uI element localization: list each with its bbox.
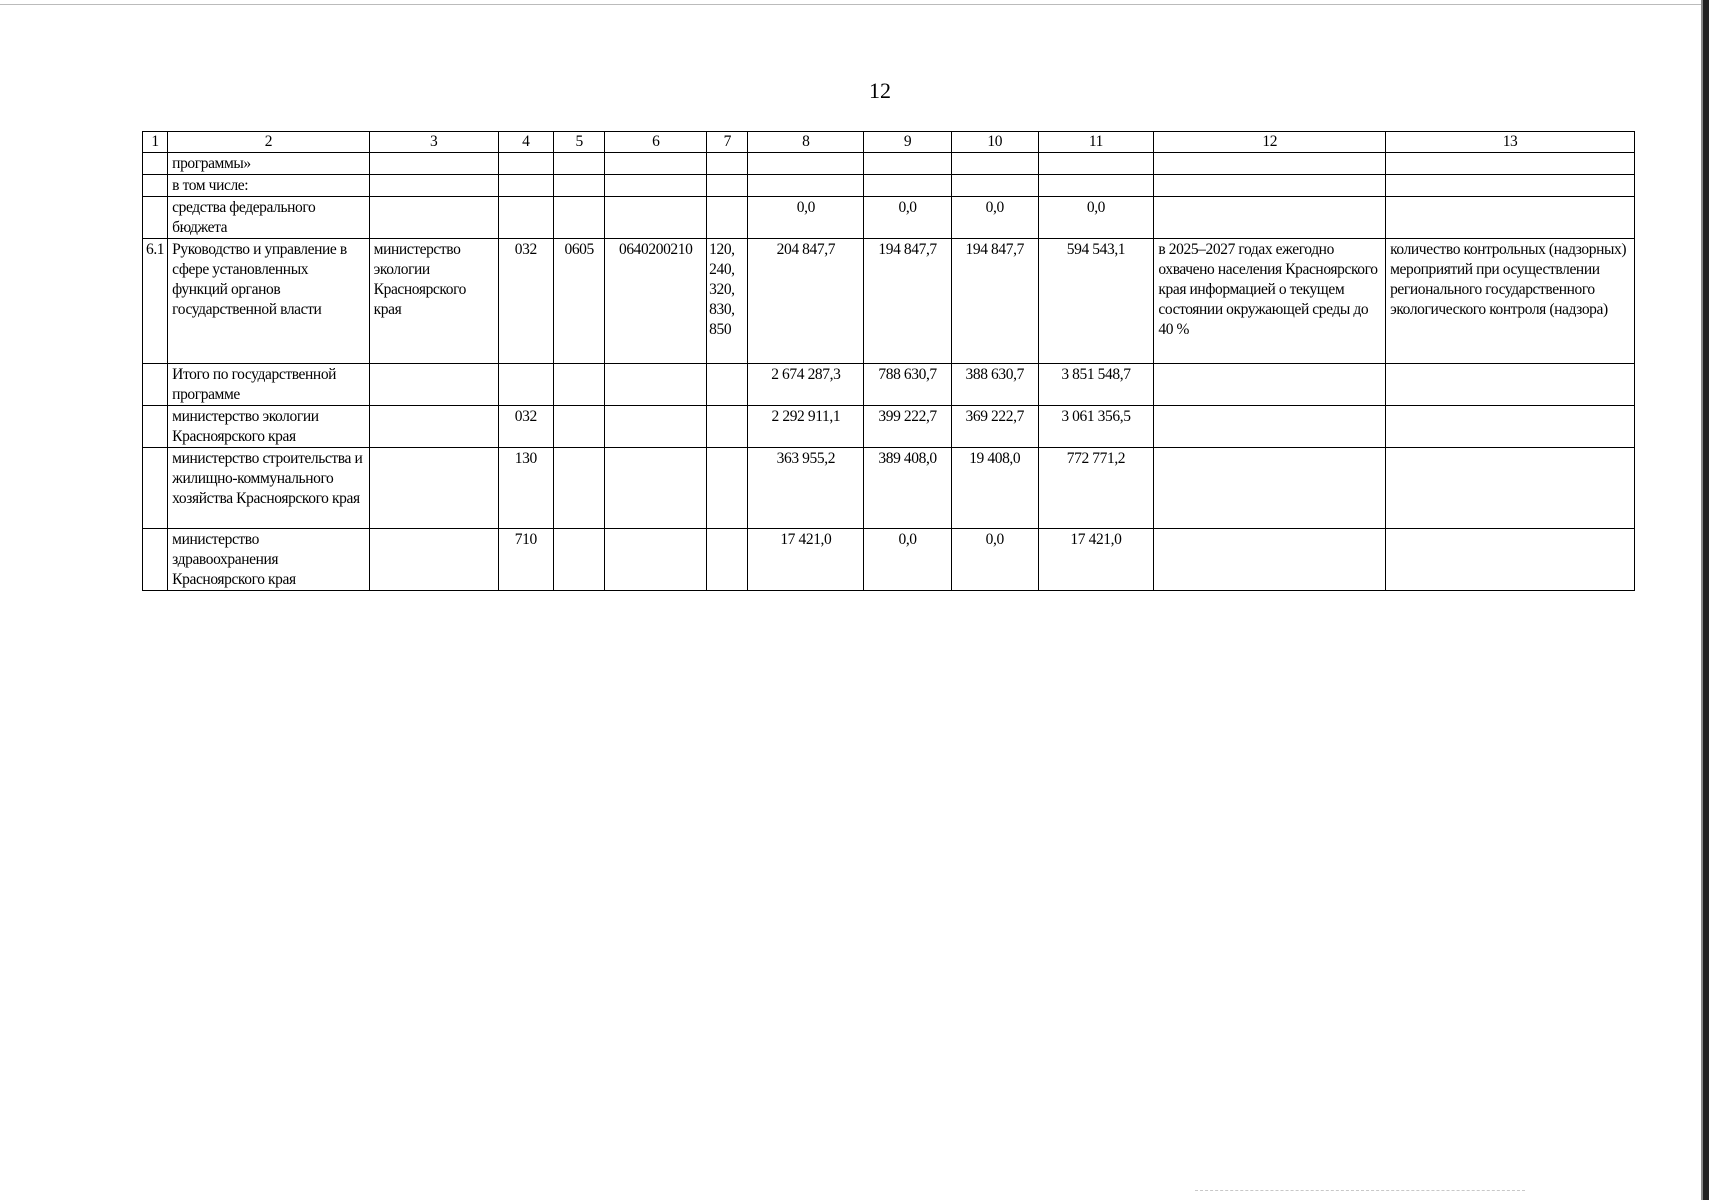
table-cell-col6 [605, 406, 707, 448]
table-cell-col2: программы» [168, 153, 369, 175]
table-cell-col5 [554, 529, 605, 591]
table-cell-col10: 19 408,0 [951, 448, 1038, 529]
table-cell-col13 [1386, 364, 1635, 406]
table-cell-col8: 2 674 287,3 [748, 364, 864, 406]
table-cell-col10: 388 630,7 [951, 364, 1038, 406]
table-cell-col9: 0,0 [864, 197, 952, 239]
column-header: 12 [1154, 132, 1386, 153]
table-cell-col1 [143, 175, 168, 197]
table-cell-col9: 0,0 [864, 529, 952, 591]
table-cell-col7 [707, 529, 748, 591]
table-cell-col12 [1154, 364, 1386, 406]
table-row [143, 175, 1635, 197]
table-cell-col7 [707, 153, 748, 175]
table-cell-col12: в 2025–2027 годах ежегодно охвачено населения Красноярского края информацией о текущем состоянии окружающей среды до 40 % [1154, 239, 1386, 364]
table-cell-col12 [1154, 175, 1386, 197]
table-cell-col6 [605, 529, 707, 591]
table-cell-col2: министерство здравоохранения Красноярского края [168, 529, 369, 591]
scan-border-line [0, 4, 1709, 5]
table-cell-col8: 17 421,0 [748, 529, 864, 591]
table-cell-col8 [748, 153, 864, 175]
table-cell-col11 [1038, 175, 1154, 197]
table-row [143, 153, 1635, 175]
table-cell-col4: 130 [498, 448, 553, 529]
table-cell-col6: 0640200210 [605, 239, 707, 364]
table-cell-col11: 594 543,1 [1038, 239, 1154, 364]
table-cell-col7: 120, 240, 320, 830, 850 [707, 239, 748, 364]
column-header: 13 [1386, 132, 1635, 153]
table-cell-col10: 0,0 [951, 197, 1038, 239]
table-cell-col1 [143, 529, 168, 591]
table-cell-col2: министерство экологии Красноярского края [168, 406, 369, 448]
table-cell-col5 [554, 197, 605, 239]
table-cell-col11: 3 851 548,7 [1038, 364, 1154, 406]
table-cell-col12 [1154, 197, 1386, 239]
column-number-row [143, 132, 1635, 153]
table-cell-col4 [498, 153, 553, 175]
table-cell-col6 [605, 175, 707, 197]
table-cell-col12 [1154, 448, 1386, 529]
table-cell-col11: 0,0 [1038, 197, 1154, 239]
page-number: 12 [869, 78, 891, 103]
table-cell-col10 [951, 153, 1038, 175]
table-cell-col13: количество контрольных (надзорных) мероприятий при осуществлении регионального государственного экологического контроля (надзора) [1386, 239, 1635, 364]
table-row [143, 239, 1635, 364]
table-cell-col2: средства федерального бюджета [168, 197, 369, 239]
table-cell-col10 [951, 175, 1038, 197]
table-cell-col6 [605, 448, 707, 529]
table-cell-col9: 788 630,7 [864, 364, 952, 406]
scan-edge [1703, 0, 1709, 1200]
table-cell-col9: 399 222,7 [864, 406, 952, 448]
table-cell-col5 [554, 406, 605, 448]
table-cell-col1 [143, 448, 168, 529]
table-cell-col1 [143, 364, 168, 406]
table-cell-col12 [1154, 529, 1386, 591]
table-cell-col6 [605, 364, 707, 406]
table-cell-col13 [1386, 197, 1635, 239]
table-cell-col3: министерство экологии Красноярского края [369, 239, 498, 364]
table-cell-col5: 0605 [554, 239, 605, 364]
table-cell-col12 [1154, 153, 1386, 175]
table-cell-col1 [143, 197, 168, 239]
table-cell-col10: 194 847,7 [951, 239, 1038, 364]
table-cell-col4: 032 [498, 406, 553, 448]
table-cell-col9 [864, 175, 952, 197]
table-cell-col3 [369, 153, 498, 175]
column-header: 1 [143, 132, 168, 153]
table-cell-col9: 389 408,0 [864, 448, 952, 529]
table-row [143, 364, 1635, 406]
table-cell-col3 [369, 197, 498, 239]
budget-table [142, 131, 1635, 591]
table-cell-col2: Итого по государственной программе [168, 364, 369, 406]
table-cell-col11: 17 421,0 [1038, 529, 1154, 591]
table-row [143, 406, 1635, 448]
table-cell-col11: 772 771,2 [1038, 448, 1154, 529]
table-cell-col7 [707, 197, 748, 239]
table-cell-col4 [498, 175, 553, 197]
table-cell-col4 [498, 364, 553, 406]
table-cell-col10: 369 222,7 [951, 406, 1038, 448]
table-cell-col8: 363 955,2 [748, 448, 864, 529]
table-cell-col11: 3 061 356,5 [1038, 406, 1154, 448]
table-cell-col3 [369, 406, 498, 448]
table-cell-col3 [369, 448, 498, 529]
table-cell-col12 [1154, 406, 1386, 448]
table-cell-col7 [707, 406, 748, 448]
table-cell-col3 [369, 529, 498, 591]
table-cell-col13 [1386, 153, 1635, 175]
table-cell-col8: 0,0 [748, 197, 864, 239]
table-cell-col10: 0,0 [951, 529, 1038, 591]
table-cell-col7 [707, 175, 748, 197]
table-cell-col11 [1038, 153, 1154, 175]
table-cell-col9: 194 847,7 [864, 239, 952, 364]
column-header: 7 [707, 132, 748, 153]
table-cell-col5 [554, 364, 605, 406]
table-cell-col9 [864, 153, 952, 175]
table-cell-col4: 032 [498, 239, 553, 364]
table-cell-col8: 204 847,7 [748, 239, 864, 364]
column-header: 5 [554, 132, 605, 153]
table-cell-col7 [707, 448, 748, 529]
column-header: 9 [864, 132, 952, 153]
table-cell-col5 [554, 448, 605, 529]
table-cell-col1: 6.1 [143, 239, 168, 364]
table-cell-col5 [554, 175, 605, 197]
column-header: 4 [498, 132, 553, 153]
table-cell-col2: министерство строительства и жилищно-коммунального хозяйства Красноярского края [168, 448, 369, 529]
table-cell-col1 [143, 406, 168, 448]
table-cell-col2: Руководство и управление в сфере установленных функций органов государственной власти [168, 239, 369, 364]
scan-artifact [1195, 1190, 1525, 1191]
table-cell-col3 [369, 364, 498, 406]
table-cell-col1 [143, 153, 168, 175]
table-row [143, 197, 1635, 239]
table-cell-col6 [605, 197, 707, 239]
column-header: 10 [951, 132, 1038, 153]
table-cell-col7 [707, 364, 748, 406]
column-header: 11 [1038, 132, 1154, 153]
table-row [143, 448, 1635, 529]
table-cell-col6 [605, 153, 707, 175]
table-row [143, 529, 1635, 591]
table-cell-col3 [369, 175, 498, 197]
table-cell-col13 [1386, 175, 1635, 197]
column-header: 2 [168, 132, 369, 153]
table-cell-col13 [1386, 406, 1635, 448]
column-header: 8 [748, 132, 864, 153]
column-header: 6 [605, 132, 707, 153]
table-cell-col4: 710 [498, 529, 553, 591]
column-header: 3 [369, 132, 498, 153]
table-cell-col13 [1386, 529, 1635, 591]
table-cell-col8: 2 292 911,1 [748, 406, 864, 448]
table-cell-col5 [554, 153, 605, 175]
table-cell-col8 [748, 175, 864, 197]
table-cell-col13 [1386, 448, 1635, 529]
table-cell-col4 [498, 197, 553, 239]
table-cell-col2: в том числе: [168, 175, 369, 197]
